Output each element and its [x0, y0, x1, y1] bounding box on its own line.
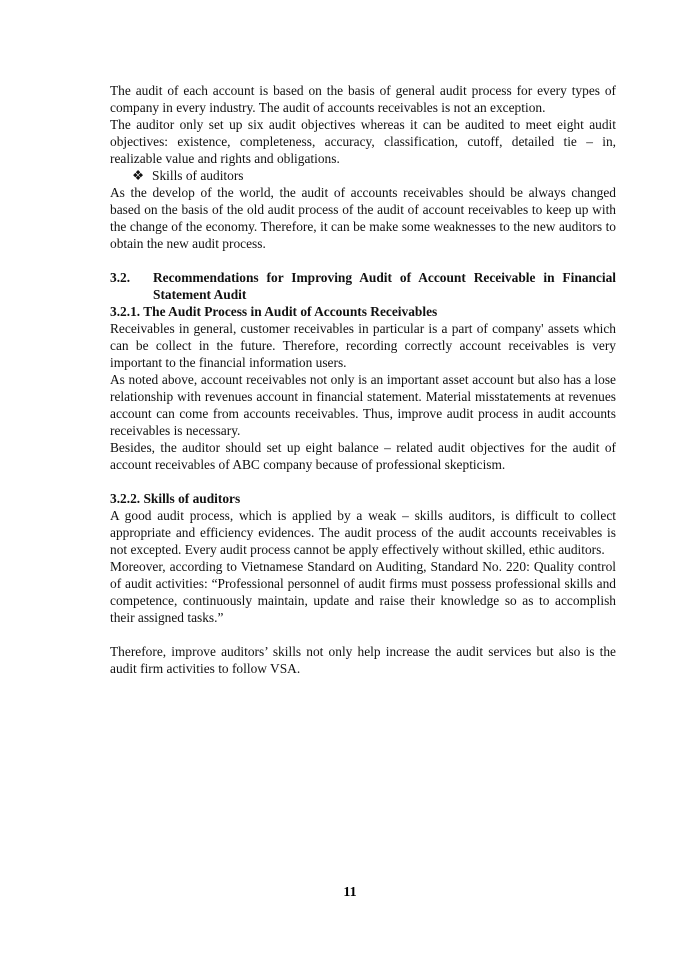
subsection-heading-3-2-2: 3.2.2. Skills of auditors: [110, 491, 241, 506]
section-title: Recommendations for Improving Audit of Account Receivable in Financial Statement Audit: [153, 270, 616, 302]
spacer: [110, 252, 616, 269]
paragraph-audit-basis: The audit of each account is based on the basis of general audit process for every types of company in every industry. The audit of accounts receivables is not an exception.: [110, 83, 616, 115]
paragraph-receivables-general: Receivables in general, customer receivables in particular is a part of company' assets which can be collect in the future. Therefore, recording correctly account receivables is very important to the financial information users.: [110, 321, 616, 370]
paragraph-audit-objectives: The auditor only set up six audit objectives whereas it can be audited to meet eight audit objectives: existence, completeness, accuracy, classification, cutoff, detailed tie – in, realizable value and rights and obligations.: [110, 117, 616, 166]
paragraph-moreover-vsa: Moreover, according to Vietnamese Standard on Auditing, Standard No. 220: Quality control of audit activities: “Professional personnel of audit firms must possess professional skills and competence, continuously maintain, update and raise their knowledge so as to accomplish their assigned tasks.”: [110, 559, 616, 625]
diamond-bullet-icon: ❖: [132, 168, 145, 183]
paragraph-noted-above: As noted above, account receivables not only is an important asset account but also has a lose relationship with revenues account in financial statement. Material misstatements at revenues account can come from accounts receivables. Thus, improve audit process in audit accounts receivables is necessary.: [110, 372, 616, 438]
paragraph-besides: Besides, the auditor should set up eight balance – related audit objectives for the audit of account receivables of ABC company because of professional skepticism.: [110, 440, 616, 472]
subsection-heading-3-2-1: 3.2.1. The Audit Process in Audit of Accounts Receivables: [110, 304, 438, 319]
paragraph-therefore: Therefore, improve auditors’ skills not only help increase the audit services but also is the audit firm activities to follow VSA.: [110, 644, 616, 676]
paragraph-world-develop: As the develop of the world, the audit of accounts receivables should be always changed based on the basis of the old audit process of the audit of account receivables to keep up with the change of the economy. Therefore, it can be make some weaknesses to the new auditors to obtain the new audit process.: [110, 185, 616, 251]
page-number: 11: [343, 885, 357, 900]
paragraph-good-audit-process: A good audit process, which is applied by a weak – skills auditors, is difficult to collect appropriate and efficiency evidences. The audit process of the audit accounts receivables is not excepted. Every audit process cannot be apply effectively without skilled, ethic auditors.: [110, 508, 616, 557]
spacer: [110, 473, 616, 490]
document-page: [110, 82, 616, 677]
bullet-skills-of-auditors: [132, 167, 616, 184]
section-heading-3-2: [110, 269, 616, 303]
section-number: 3.2.: [110, 270, 131, 285]
bullet-label: Skills of auditors: [152, 168, 244, 183]
spacer: [110, 626, 616, 643]
